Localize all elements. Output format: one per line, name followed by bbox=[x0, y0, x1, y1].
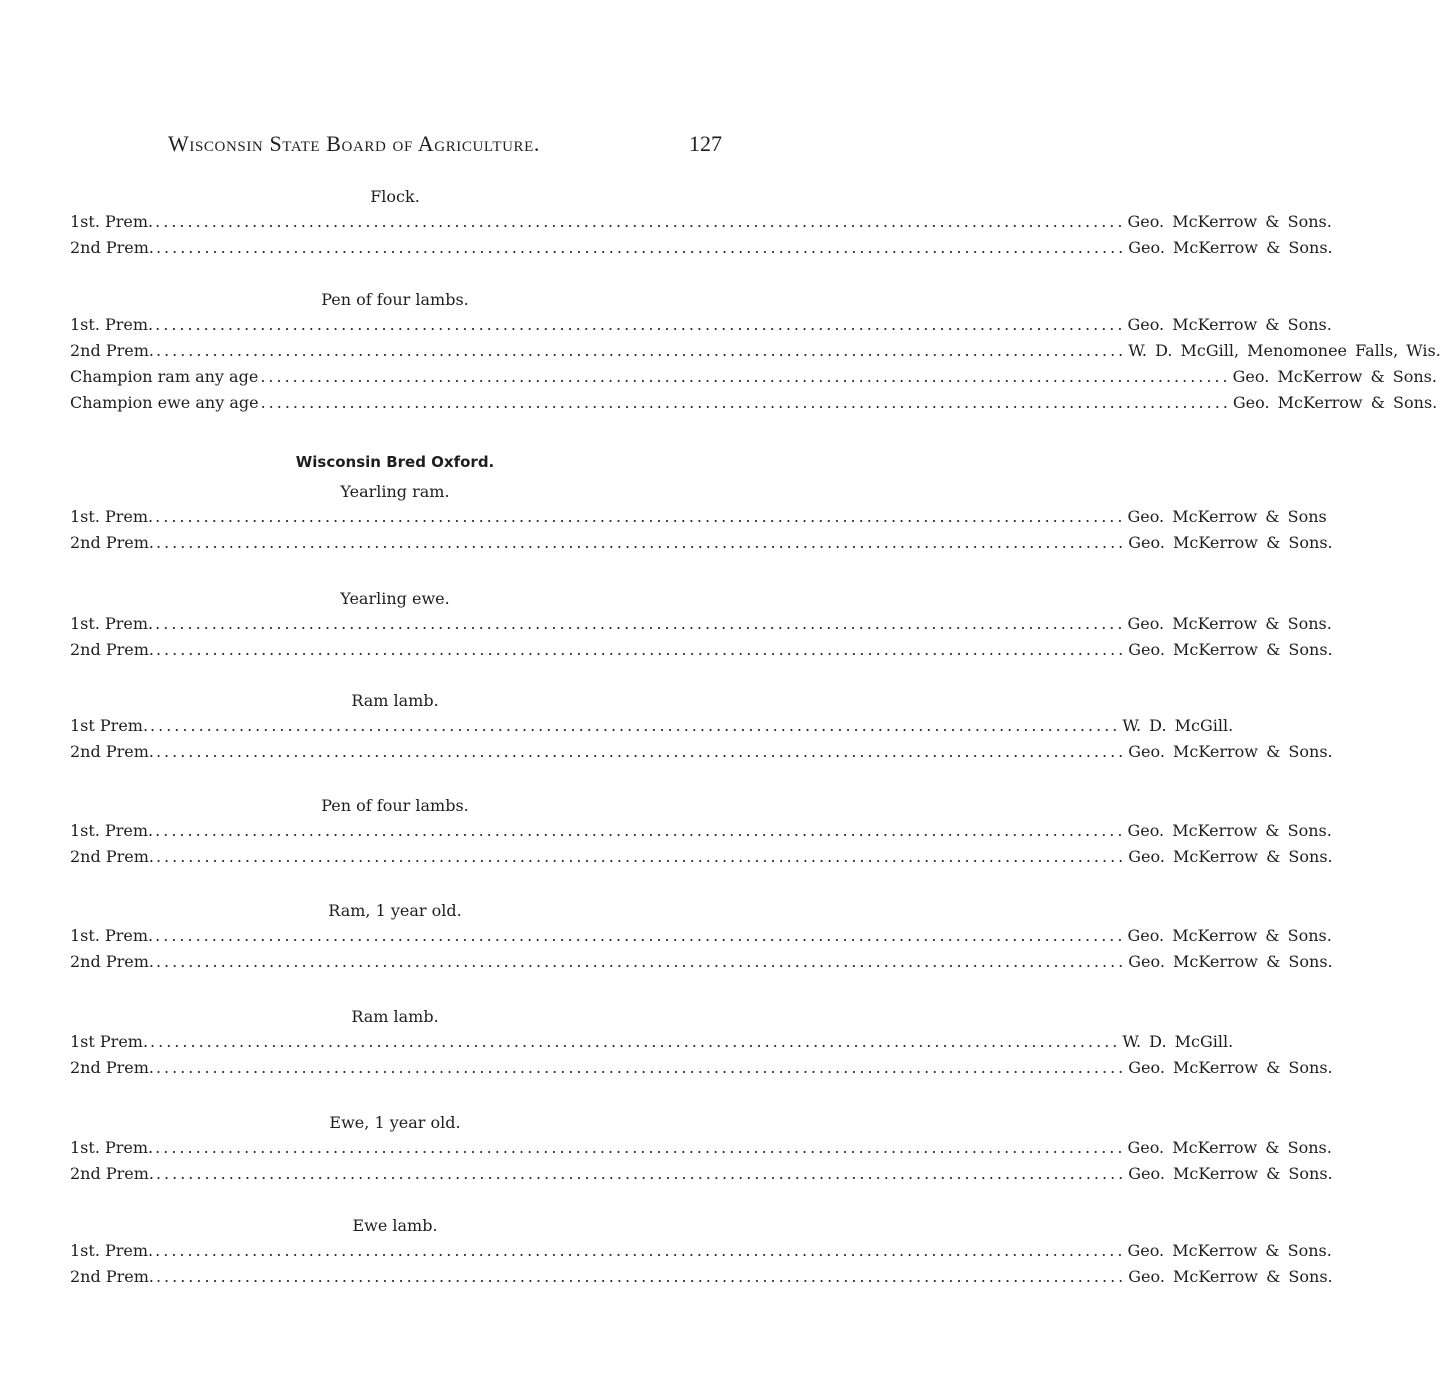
running-head bbox=[70, 131, 722, 161]
winner: Geo. McKerrow & Sons. bbox=[1127, 1241, 1332, 1260]
premium-place: 1st Prem. bbox=[70, 716, 149, 735]
section-heading: Ram, 1 year old. bbox=[328, 901, 462, 920]
premium-place: 1st. Prem. bbox=[70, 821, 154, 840]
premium-place: 1st. Prem. bbox=[70, 1241, 154, 1260]
award-entry bbox=[70, 209, 1332, 235]
dot-leader: ........................................................................................................................ bbox=[155, 238, 1127, 257]
premium-place: Champion ram any age bbox=[70, 367, 259, 386]
award-entry bbox=[70, 530, 1333, 556]
running-title: Wisconsin State Board of Agriculture. bbox=[168, 131, 540, 156]
winner: Geo. McKerrow & Sons. bbox=[1127, 821, 1332, 840]
winner: Geo. McKerrow & Sons. bbox=[1127, 1138, 1332, 1157]
premium-place: 2nd Prem. bbox=[70, 238, 154, 257]
premium-place: 1st. Prem. bbox=[70, 315, 154, 334]
award-entry bbox=[70, 844, 1333, 870]
dot-leader: ........................................................................................................................ bbox=[155, 1058, 1127, 1077]
winner: Geo. McKerrow & Sons. bbox=[1127, 315, 1332, 334]
section-ram-lamb-2 bbox=[70, 1005, 1333, 1081]
dot-leader: ........................................................................................................................ bbox=[155, 926, 1126, 945]
award-entry bbox=[70, 611, 1332, 637]
premium-place: 2nd Prem. bbox=[70, 1164, 154, 1183]
premium-place: 2nd Prem. bbox=[70, 847, 154, 866]
premium-place: 1st. Prem. bbox=[70, 614, 154, 633]
section-pen-of-four-lambs bbox=[70, 288, 1441, 416]
winner: Geo. McKerrow & Sons. bbox=[1232, 367, 1437, 386]
section-heading: Pen of four lambs. bbox=[321, 290, 469, 309]
premium-place: 2nd Prem. bbox=[70, 952, 154, 971]
premium-place: 1st Prem. bbox=[70, 1032, 149, 1051]
dot-leader: ........................................................................................................................ bbox=[155, 847, 1127, 866]
winner: Geo. McKerrow & Sons bbox=[1127, 507, 1327, 526]
premium-place: 2nd Prem. bbox=[70, 533, 154, 552]
winner: Geo. McKerrow & Sons. bbox=[1128, 1164, 1333, 1183]
section-ram-lamb bbox=[70, 689, 1333, 765]
dot-leader: ........................................................................................................................ bbox=[155, 742, 1127, 761]
dot-leader: ........................................................................................................................ bbox=[155, 341, 1127, 360]
section-heading: Ram lamb. bbox=[351, 1007, 439, 1026]
award-entry bbox=[70, 1029, 1234, 1055]
premium-place: Champion ewe any age bbox=[70, 393, 259, 412]
premium-place: 2nd Prem. bbox=[70, 640, 154, 659]
section-heading: Ram lamb. bbox=[351, 691, 439, 710]
award-entry bbox=[70, 949, 1333, 975]
winner: W. D. McGill. bbox=[1122, 716, 1234, 735]
dot-leader: ........................................................................................................................ bbox=[150, 1032, 1121, 1051]
dot-leader: ........................................................................................................................ bbox=[155, 640, 1127, 659]
award-entry bbox=[70, 1055, 1333, 1081]
award-entry bbox=[70, 637, 1333, 663]
section-pen-of-four-lambs-oxford bbox=[70, 794, 1333, 870]
section-yearling-ewe bbox=[70, 587, 1333, 663]
section-heading: Flock. bbox=[370, 187, 420, 206]
award-entry bbox=[70, 739, 1333, 765]
dot-leader: ........................................................................................................................ bbox=[150, 716, 1121, 735]
section-ewe-lamb bbox=[70, 1214, 1333, 1290]
award-entry bbox=[70, 312, 1332, 338]
page-number: 127 bbox=[689, 131, 722, 156]
dot-leader: ........................................................................................................................ bbox=[155, 507, 1126, 526]
winner: Geo. McKerrow & Sons. bbox=[1127, 926, 1332, 945]
dot-leader: ........................................................................................................................ bbox=[155, 1164, 1127, 1183]
section-ewe-1-year-old bbox=[70, 1111, 1333, 1187]
breed-heading: Wisconsin Bred Oxford. bbox=[295, 453, 495, 471]
section-yearling-ram bbox=[70, 450, 1333, 556]
dot-leader: ........................................................................................................................ bbox=[155, 315, 1126, 334]
section-ram-1-year-old bbox=[70, 899, 1333, 975]
award-entry bbox=[70, 235, 1333, 261]
award-entry bbox=[70, 338, 1441, 364]
winner: Geo. McKerrow & Sons. bbox=[1128, 742, 1333, 761]
dot-leader: ........................................................................................................................ bbox=[155, 614, 1126, 633]
winner: W. D. McGill. bbox=[1122, 1032, 1234, 1051]
award-entry bbox=[70, 923, 1332, 949]
section-flock bbox=[70, 185, 1333, 261]
winner: Geo. McKerrow & Sons. bbox=[1128, 847, 1333, 866]
winner: W. D. McGill, Menomonee Falls, Wis. bbox=[1128, 341, 1441, 360]
award-entry bbox=[70, 713, 1234, 739]
dot-leader: ........................................................................................................................ bbox=[260, 393, 1231, 412]
award-entry bbox=[70, 390, 1438, 416]
premium-place: 2nd Prem. bbox=[70, 1058, 154, 1077]
premium-place: 2nd Prem. bbox=[70, 742, 154, 761]
premium-place: 1st. Prem. bbox=[70, 507, 154, 526]
dot-leader: ........................................................................................................................ bbox=[260, 367, 1231, 386]
winner: Geo. McKerrow & Sons. bbox=[1128, 533, 1333, 552]
section-heading: Yearling ram. bbox=[340, 482, 450, 501]
section-heading: Yearling ewe. bbox=[340, 589, 450, 608]
winner: Geo. McKerrow & Sons. bbox=[1127, 614, 1332, 633]
winner: Geo. McKerrow & Sons. bbox=[1128, 640, 1333, 659]
winner: Geo. McKerrow & Sons. bbox=[1127, 212, 1332, 231]
award-entry bbox=[70, 1264, 1333, 1290]
award-entry bbox=[70, 1135, 1332, 1161]
section-heading: Ewe, 1 year old. bbox=[329, 1113, 461, 1132]
winner: Geo. McKerrow & Sons. bbox=[1128, 1267, 1333, 1286]
winner: Geo. McKerrow & Sons. bbox=[1128, 238, 1333, 257]
dot-leader: ........................................................................................................................ bbox=[155, 1241, 1126, 1260]
dot-leader: ........................................................................................................................ bbox=[155, 533, 1127, 552]
dot-leader: ........................................................................................................................ bbox=[155, 821, 1126, 840]
dot-leader: ........................................................................................................................ bbox=[155, 952, 1127, 971]
section-heading: Ewe lamb. bbox=[352, 1216, 438, 1235]
premium-place: 1st. Prem. bbox=[70, 1138, 154, 1157]
dot-leader: ........................................................................................................................ bbox=[155, 1267, 1127, 1286]
winner: Geo. McKerrow & Sons. bbox=[1128, 1058, 1333, 1077]
premium-place: 1st. Prem. bbox=[70, 212, 154, 231]
dot-leader: ........................................................................................................................ bbox=[155, 1138, 1126, 1157]
winner: Geo. McKerrow & Sons. bbox=[1232, 393, 1438, 412]
dot-leader: ........................................................................................................................ bbox=[155, 212, 1126, 231]
award-entry bbox=[70, 1161, 1333, 1187]
award-entry bbox=[70, 818, 1332, 844]
award-entry bbox=[70, 364, 1437, 390]
section-heading: Pen of four lambs. bbox=[321, 796, 469, 815]
award-entry bbox=[70, 1238, 1332, 1264]
winner: Geo. McKerrow & Sons. bbox=[1128, 952, 1333, 971]
premium-place: 2nd Prem. bbox=[70, 341, 154, 360]
award-entry bbox=[70, 504, 1327, 530]
premium-place: 2nd Prem. bbox=[70, 1267, 154, 1286]
premium-place: 1st. Prem. bbox=[70, 926, 154, 945]
